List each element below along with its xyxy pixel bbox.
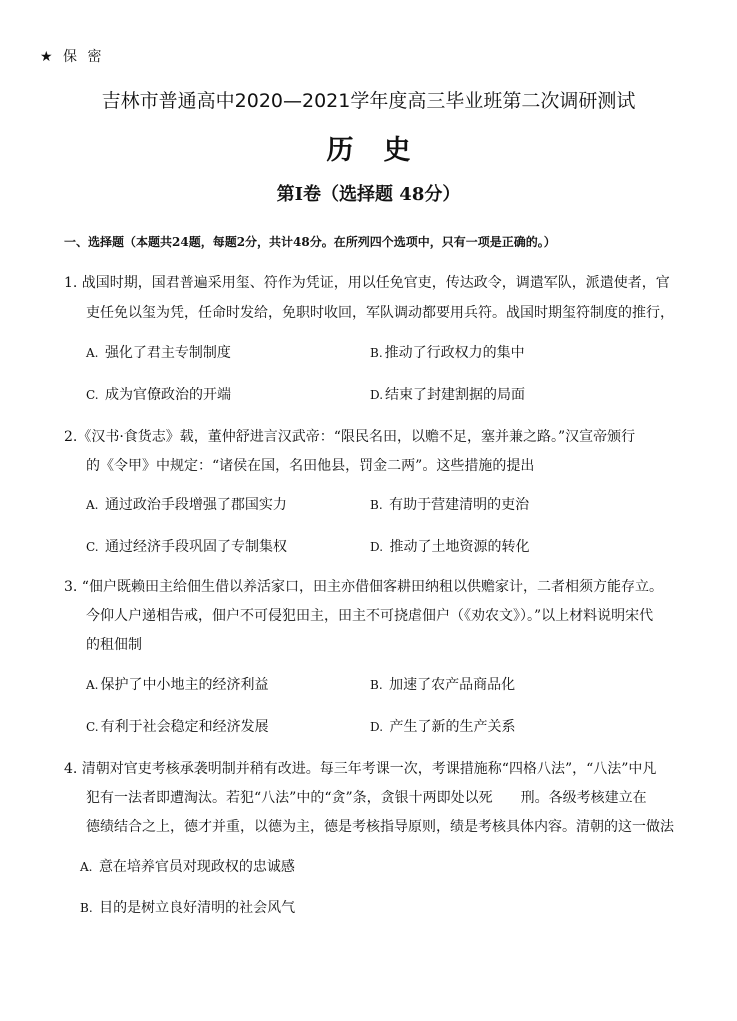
option-text: 加速了农产品商品化 [389, 677, 516, 693]
question-1-option-a[interactable] [86, 342, 231, 362]
subject-title: 历史 [326, 135, 441, 166]
question-3-option-a[interactable] [86, 674, 268, 694]
question-3-option-b[interactable] [370, 674, 515, 694]
option-letter: D. [370, 388, 384, 402]
option-letter: D. [370, 720, 384, 734]
question-1-option-d[interactable] [370, 384, 525, 404]
option-text: 目的是树立良好清明的社会风气 [99, 900, 296, 916]
question-3-line-3: 的租佃制 [86, 637, 142, 653]
exam-title: 吉林市普通高中2020—2021学年度高三毕业班第二次调研测试 [101, 90, 636, 112]
option-letter: C. [86, 388, 99, 402]
question-1-line-1: 1. 战国时期，国君普遍采用玺、符作为凭证，用以任免官吏，传达政令，调遣军队，派遣使者，官 [64, 275, 670, 291]
question-3-option-d[interactable] [370, 716, 515, 736]
option-letter: A. [80, 860, 93, 874]
question-4-option-a[interactable] [80, 856, 295, 876]
question-4-option-b[interactable] [80, 897, 295, 917]
secret-mark: ★ 保 密 [40, 49, 105, 65]
volume-title: 第Ⅰ卷（选择题 48分） [276, 184, 461, 205]
option-text: 意在培养官员对现政权的忠诚感 [98, 859, 295, 875]
option-letter: C. [86, 540, 99, 554]
question-2-option-a[interactable] [86, 494, 287, 514]
option-letter: D. [370, 540, 384, 554]
option-text: 通过政治手段增强了郡国实力 [104, 497, 287, 513]
question-3-line-1: 3. “佃户既赖田主给佃生借以养活家口，田主亦借佃客耕田纳租以供赡家计，二者相须方能存立。 [64, 579, 663, 595]
option-text: 保护了中小地主的经济利益 [100, 677, 269, 693]
question-2-line-1: 2.《汉书·食货志》载，董仲舒进言汉武帝：“限民名田，以赡不足，塞并兼之路。”汉宣帝颁行 [64, 429, 636, 445]
option-letter: B. [370, 678, 383, 692]
question-2-option-c[interactable] [86, 536, 287, 556]
option-text: 有助于营建清明的吏治 [389, 497, 530, 513]
option-text: 产生了新的生产关系 [389, 719, 516, 735]
option-letter: A. [86, 678, 99, 692]
option-text: 成为官僚政治的开端 [105, 387, 232, 403]
section-instruction: 一、选择题（本题共24题，每题2分，共计48分。在所列四个选项中，只有一项是正确的。） [64, 235, 556, 249]
question-4-line-1: 4. 清朝对官吏考核承袭明制并稍有改进。每三年考课一次，考课措施称“四格八法”，“八法”中凡 [64, 761, 657, 777]
option-letter: A. [86, 346, 99, 360]
question-3-line-2: 今仰人户递相告戒，佃户不可侵犯田主，田主不可挠虐佃户（《劝农文》）。”以上材料说明宋代 [86, 608, 654, 624]
option-text: 结束了封建割据的局面 [385, 387, 526, 403]
question-4-line-3: 德绩结合之上，德才并重，以德为主，德是考核指导原则，绩是考核具体内容。清朝的这一做法 [86, 819, 674, 835]
question-2-line-2: 的《令甲》中规定：“诸侯在国，名田他县，罚金二两”。这些措施的提出 [86, 458, 535, 474]
question-1-option-c[interactable] [86, 384, 231, 404]
option-text: 推动了行政权力的集中 [384, 345, 525, 361]
option-letter: C. [86, 720, 99, 734]
question-4-line-2: 犯有一法者即遭淘汰。若犯“八法”中的“贪”条，贪银十两即处以死 刑。各级考核建立在 [86, 790, 647, 806]
option-text: 推动了土地资源的转化 [389, 539, 530, 555]
question-1-line-2: 吏任免以玺为凭，任命时发给，免职时收回，军队调动都要用兵符。战国时期玺符制度的推行， [86, 305, 674, 321]
option-letter: B. [370, 346, 383, 360]
question-2-option-b[interactable] [370, 494, 529, 514]
option-text: 通过经济手段巩固了专制集权 [105, 539, 288, 555]
option-letter: B. [370, 498, 383, 512]
question-1-option-b[interactable] [370, 342, 525, 362]
option-text: 强化了君主专制制度 [104, 345, 231, 361]
option-letter: B. [80, 901, 93, 915]
question-2-option-d[interactable] [370, 536, 529, 556]
question-3-option-c[interactable] [86, 716, 269, 736]
option-letter: A. [86, 498, 99, 512]
option-text: 有利于社会稳定和经济发展 [100, 719, 269, 735]
